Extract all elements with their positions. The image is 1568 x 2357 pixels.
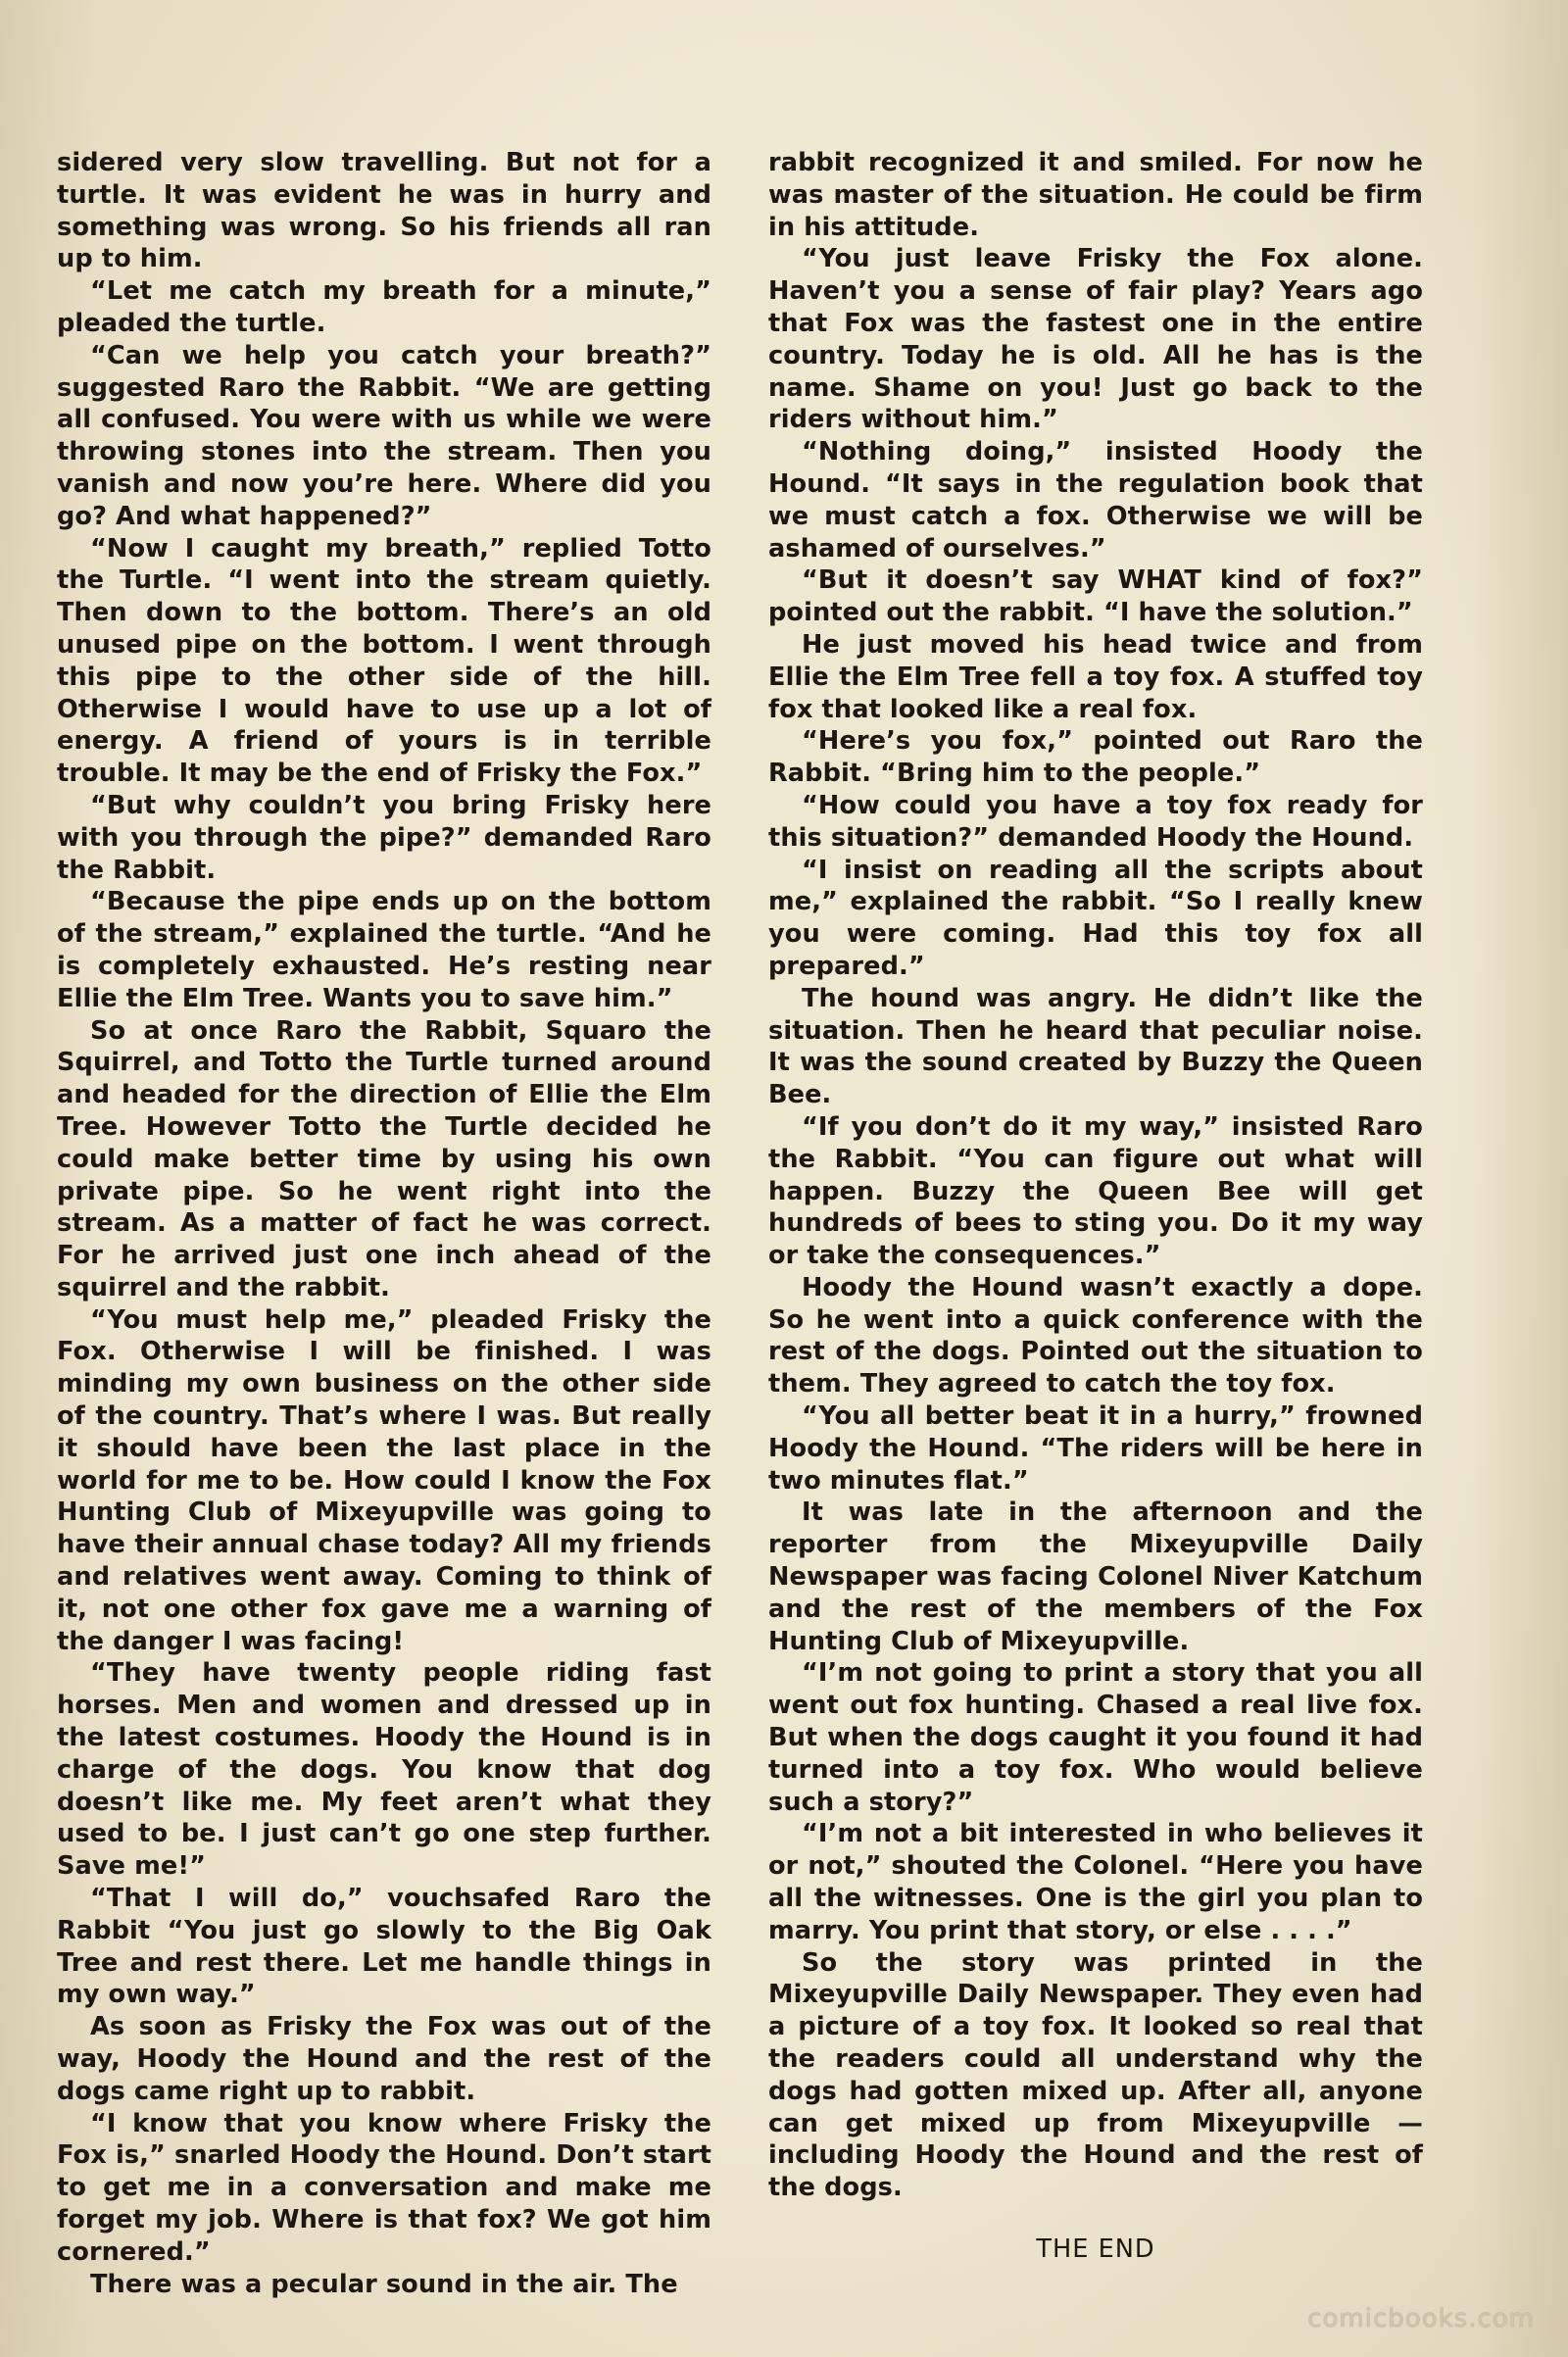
story-paragraph: It was late in the afternoon and the reporter from the Mixeyupville Daily Newspaper was facing Colonel Niver Katchum and the rest of the members of the Fox Hunting Club of Mixeyupville. xyxy=(768,1498,1423,1656)
story-paragraph: “Nothing doing,” insisted Hoody the Hound. “It says in the regulation book that we must catch a fox. Otherwise we will be ashamed of ourselves.” xyxy=(768,437,1423,564)
story-paragraph: “I know that you know where Frisky the Fox is,” snarled Hoody the Hound. Don’t start to get me in a conversation and make me forget my job. Where is that fox? We got him cornered.” xyxy=(57,2108,711,2267)
story-paragraph: “How could you have a toy fox ready for this situation?” demanded Hoody the Hound. xyxy=(768,790,1423,853)
story-paragraph: There was a pecular sound in the air. The xyxy=(90,2269,678,2299)
story-paragraph: “Now I caught my breath,” replied Totto the Turtle. “I went into the stream quietly. Then down to the bottom. There’s an old unused pipe on the bottom. I went through this pipe to the other side of the hill. Otherwise I would have to use up a lot of energy. A friend of yours is in terrible trouble. It may be the end of Frisky the Fox.” xyxy=(57,533,711,789)
story-paragraph: The hound was angry. He didn’t like the situation. Then he heard that peculiar noise. It was the sound created by Buzzy the Queen Bee. xyxy=(768,983,1423,1110)
story-paragraph: “But it doesn’t say WHAT kind of fox?” pointed out the rabbit. “I have the solution.” xyxy=(768,565,1423,628)
story-paragraph: Hoody the Hound wasn’t exactly a dope. So he went into a quick conference with the rest of the dogs. Pointed out the situation to them. They agreed to catch the toy fox. xyxy=(768,1272,1423,1399)
story-paragraph: “You just leave Frisky the Fox alone. Haven’t you a sense of fair play? Years ago that Fox was the fastest one in the entire country. Today he is old. All he has is the name. Shame on you! Just go back to the riders without him.” xyxy=(768,244,1423,435)
story-paragraph: So the story was printed in the Mixeyupville Daily Newspaper. They even had a picture of a toy fox. It looked so real that the readers could all understand why the dogs had gotten mixed up. After all, anyone can get mixed up from Mixeyupville — including Hoody the Hound and the rest of the dogs. xyxy=(768,1947,1423,2203)
story-paragraph: “You all better beat it in a hurry,” frowned Hoody the Hound. “The riders will be here in two minutes flat.” xyxy=(768,1401,1423,1496)
story-paragraph: rabbit recognized it and smiled. For now he was master of the situation. He could be firm in his attitude. xyxy=(768,148,1423,242)
story-paragraph: “Here’s you fox,” pointed out Raro the Rabbit. “Bring him to the people.” xyxy=(768,726,1423,789)
story-paragraph: He just moved his head twice and from Ellie the Elm Tree fell a toy fox. A stuffed toy fox that looked like a real fox. xyxy=(768,629,1423,724)
story-paragraph: “That I will do,” vouchsafed Raro the Rabbit “You just go slowly to the Big Oak Tree and rest there. Let me handle things in my own way.” xyxy=(57,1884,711,2010)
story-paragraph: “You must help me,” pleaded Frisky the Fox. Otherwise I will be finished. I was minding my own business on the other side of the country. That’s where I was. But really it should have been the last place in the world for me to be. How could I know the Fox Hunting Club of Mixeyupville was going to have their annual chase today? All my friends and relatives went away. Coming to think of it, not one other fox gave me a warning of the danger I was facing! xyxy=(57,1304,711,1656)
site-watermark: comicbooks.com xyxy=(1307,2304,1535,2333)
story-paragraph: “Let me catch my breath for a minute,” pleaded the turtle. xyxy=(57,276,711,338)
story-paragraph: So at once Raro the Rabbit, Squaro the Squirrel, and Totto the Turtle turned around and headed for the direction of Ellie the Elm Tree. However Totto the Turtle decided he could make better time by using his own private pipe. So he went right into the stream. As a matter of fact he was correct. For he arrived just one inch ahead of the squirrel and the rabbit. xyxy=(57,1015,711,1302)
story-paragraph: “Because the pipe ends up on the bottom of the stream,” explained the turtle. “And he is completely exhausted. He’s resting near Ellie the Elm Tree. Wants you to save him.” xyxy=(57,887,711,1013)
story-paragraph: As soon as Frisky the Fox was out of the way, Hoody the Hound and the rest of the dogs came right up to rabbit. xyxy=(57,2012,711,2106)
story-paragraph: “If you don’t do it my way,” insisted Raro the Rabbit. “You can figure out what will happen. Buzzy the Queen Bee will get hundreds of bees to sting you. Do it my way or take the consequences.” xyxy=(768,1111,1423,1271)
story-paragraph: “I’m not a bit interested in who believes it or not,” shouted the Colonel. “Here you have all the witnesses. One is the girl you plan to marry. You print that story, or else . . . .” xyxy=(768,1819,1423,1945)
story-paragraph: “I insist on reading all the scripts about me,” explained the rabbit. “So I really knew you were coming. Had this toy fox all prepared.” xyxy=(768,855,1423,981)
story-paragraph: “I’m not going to print a story that you all went out fox hunting. Chased a real live fox. But when the dogs caught it you found it had turned into a toy fox. Who would believe such a story?” xyxy=(768,1658,1423,1817)
story-paragraph: sidered very slow travelling. But not for a turtle. It was evident he was in hurry and something was wrong. So his friends all ran up to him. xyxy=(57,148,711,274)
right-text-column xyxy=(768,147,1423,2266)
story-paragraph: “They have twenty people riding fast horses. Men and women and dressed up in the latest costumes. Hoody the Hound is in charge of the dogs. You know that dog doesn’t like me. My feet aren’t what they used to be. I just can’t go one step further. Save me!” xyxy=(57,1658,711,1882)
the-end-label: THE END xyxy=(1036,2234,1155,2264)
left-text-column xyxy=(57,147,711,2300)
story-paragraph: “Can we help you catch your breath?” suggested Raro the Rabbit. “We are getting all confused. You were with us while we were throwing stones into the stream. Then you vanish and now you’re here. Where did you go? And what happened?” xyxy=(57,340,711,531)
story-paragraph: “But why couldn’t you bring Frisky here with you through the pipe?” demanded Raro the Rabbit. xyxy=(57,790,711,885)
